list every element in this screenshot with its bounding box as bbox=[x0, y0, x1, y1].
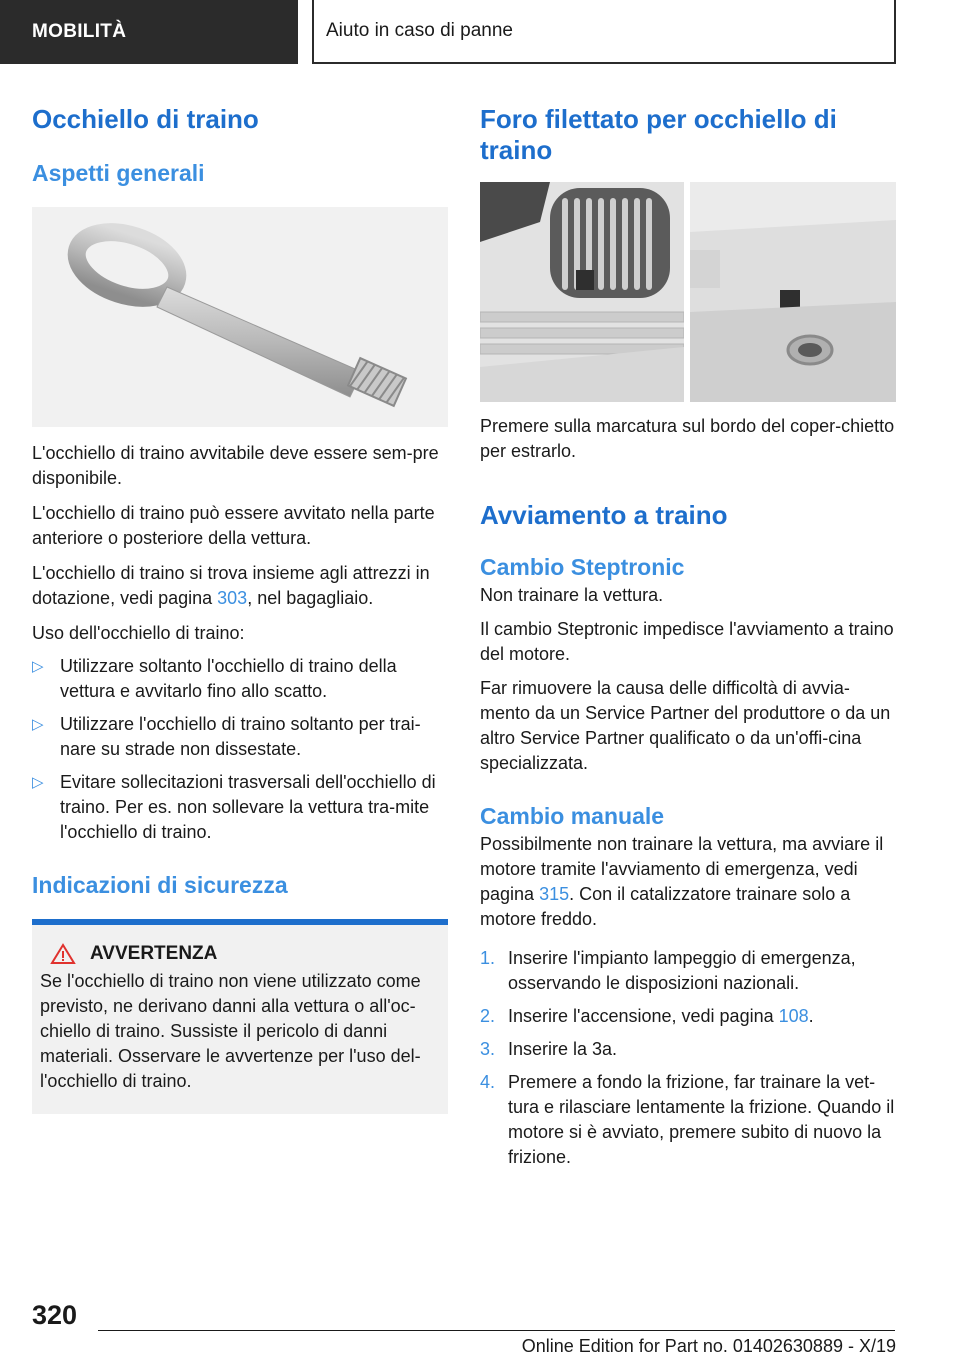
tow-eye-illustration bbox=[32, 207, 448, 427]
warning-triangle-icon bbox=[50, 943, 76, 965]
paragraph: Far rimuovere la causa delle difficoltà di avvia-mento da un Service Partner del produttore o da un altro Service Partner qualificato o da un'offi-cina specializzata. bbox=[480, 678, 891, 773]
left-column bbox=[32, 100, 448, 1114]
tow-eye-figure bbox=[32, 207, 448, 427]
list-item: 1. Inserire l'impianto lampeggio di emergenza, osservando le disposizioni nazionali. bbox=[480, 948, 856, 993]
paragraph bbox=[32, 561, 448, 611]
list-item: 2. Inserire l'accensione, vedi pagina 108. bbox=[480, 1006, 814, 1026]
warning-title: AVVERTENZA bbox=[40, 943, 436, 965]
bumper-illustration bbox=[480, 182, 896, 402]
subsection-title: Cambio Steptronic bbox=[480, 554, 685, 580]
paragraph: L'occhiello di traino avvitabile deve essere sem-pre disponibile. bbox=[32, 443, 439, 488]
section-title: Occhiello di traino bbox=[32, 104, 259, 134]
section-title: Foro filettato per occhiello di traino bbox=[480, 104, 837, 165]
usage-list bbox=[32, 654, 448, 845]
list-item: ▷ Utilizzare l'occhiello di traino soltanto per trai-nare su strade non dissestate. bbox=[32, 714, 421, 759]
paragraph: L'occhiello di traino può essere avvitato nella parte anteriore o posteriore della vettura. bbox=[32, 503, 435, 548]
subsection-title: Aspetti generali bbox=[32, 160, 205, 186]
paragraph: Uso dell'occhiello di traino: bbox=[32, 623, 245, 643]
triangle-bullet-icon: ▷ bbox=[32, 658, 44, 675]
page-link-303[interactable]: 303 bbox=[217, 588, 248, 608]
paragraph: Non trainare la vettura. bbox=[480, 585, 664, 605]
right-column bbox=[480, 100, 896, 1170]
list-item: ▷ Evitare sollecitazioni trasversali dell'occhiello di traino. Per es. non sollevare la vettura tra-mite l'occhiello di traino. bbox=[32, 772, 436, 842]
list-item: ▷ Utilizzare soltanto l'occhiello di traino della vettura e avvitarlo fino allo scatto. bbox=[32, 656, 397, 701]
paragraph: Possibilmente non trainare la vettura, ma avviare il motore tramite l'avviamento di emergenza, vedi pagina 315. Con il catalizzatore trainare solo a motore freddo. bbox=[480, 834, 884, 929]
text: , nel bagagliaio. bbox=[247, 588, 374, 608]
safety-heading: Indicazioni di sicurezza bbox=[32, 872, 288, 898]
warning-text: Se l'occhiello di traino non viene utilizzato come previsto, ne derivano danni alla vettura o all'oc-chiello di traino. Sussiste il pericolo di danni materiali. Osservare le avvertenze per l'uso del-l'occhiello di traino. bbox=[40, 971, 421, 1091]
page-link-108[interactable]: 108 bbox=[778, 1006, 809, 1026]
triangle-bullet-icon: ▷ bbox=[32, 716, 44, 733]
list-item: 3. Inserire la 3a. bbox=[480, 1039, 618, 1059]
section-title: Avviamento a traino bbox=[480, 500, 728, 530]
list-item: 4. Premere a fondo la frizione, far trainare la vet-tura e rilasciare lentamente la frizione. Quando il motore si è avviato, premere subito di nuovo la frizione. bbox=[480, 1072, 895, 1167]
paragraph: Il cambio Steptronic impedisce l'avviamento a traino del motore. bbox=[480, 619, 894, 664]
warning-box bbox=[32, 919, 448, 1114]
bumper-figure bbox=[480, 182, 896, 402]
page-link-315[interactable]: 315 bbox=[539, 884, 570, 904]
edition-note: Online Edition for Part no. 01402630889 - X/19 bbox=[521, 1336, 896, 1356]
text: L'occhiello di traino si trova insieme agli attrezzi in dotazione, vedi pagina bbox=[32, 563, 430, 608]
footer-rule bbox=[98, 1330, 895, 1331]
paragraph: Premere sulla marcatura sul bordo del coper-chietto per estrarlo. bbox=[480, 416, 895, 461]
triangle-bullet-icon: ▷ bbox=[32, 774, 44, 791]
subsection-title: Cambio manuale bbox=[480, 803, 665, 829]
section-tab: MOBILITÀ bbox=[0, 0, 298, 64]
chapter-tab: Aiuto in caso di panne bbox=[312, 0, 896, 64]
page-number: 320 bbox=[32, 1300, 78, 1330]
steps-list bbox=[480, 946, 896, 1170]
